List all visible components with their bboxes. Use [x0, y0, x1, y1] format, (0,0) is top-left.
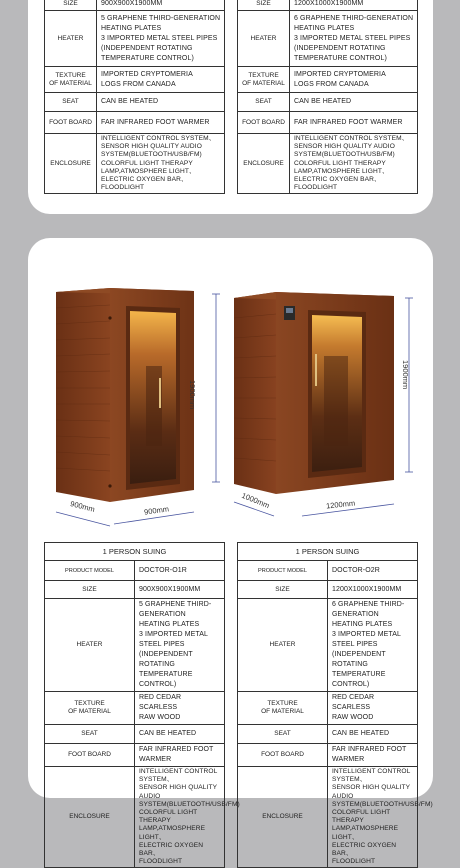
spec-row-material: [45, 67, 225, 93]
table-title: 1 PERSON SUING: [238, 543, 418, 561]
bottom-product-card: [28, 238, 433, 866]
row-label: HEATER: [238, 11, 290, 67]
spec-row-model: [45, 561, 225, 581]
depth-dimension-label: 1000mm: [240, 490, 271, 511]
spec-row-size: [238, 0, 418, 11]
row-value: CAN BE HEATED: [135, 725, 225, 744]
spec-row-heater: [238, 599, 418, 692]
row-label: TEXTURE OF MATERIAL: [238, 67, 290, 93]
spec-row-material: [238, 67, 418, 93]
spec-row-footboard: [45, 744, 225, 767]
row-value: 5 GRAPHENE THIRD-GENERATION HEATING PLATES 3 IMPORTED METAL STEEL PIPES (INDEPENDENT ROTATING TEMPERATURE CONTROL): [97, 11, 225, 67]
spec-row-size: [45, 0, 225, 11]
spec-row-material: [45, 692, 225, 725]
spec-table-left-bottom: [44, 542, 240, 868]
height-dimension-label: 1900mm: [188, 380, 197, 410]
row-value: 900X900X1900MM: [135, 581, 225, 599]
spec-row-size: [45, 581, 225, 599]
row-label: SIZE: [238, 0, 290, 11]
row-label: FOOT BOARD: [45, 744, 135, 767]
row-label: FOOT BOARD: [45, 112, 97, 134]
row-label: ENCLOSURE: [45, 767, 135, 868]
row-label: FOOT BOARD: [238, 112, 290, 134]
depth-dimension-label: 900mm: [69, 499, 96, 514]
row-label: TEXTURE OF MATERIAL: [45, 692, 135, 725]
row-label: TEXTURE OF MATERIAL: [45, 67, 97, 93]
spec-row-heater: [45, 599, 225, 692]
spec-row-seat: [45, 725, 225, 744]
row-value: FAR INFRARED FOOT WARMER: [97, 112, 225, 134]
spec-row-heater: [238, 11, 418, 67]
row-value: 5 GRAPHENE THIRD-GENERATION HEATING PLATES 3 IMPORTED METAL STEEL PIPES (INDEPENDENT ROTATING TEMPERATURE CONTROL): [135, 599, 225, 692]
row-label: HEATER: [45, 599, 135, 692]
spec-row-model: [238, 561, 418, 581]
row-value: INTELLIGENT CONTROL SYSTEM、 SENSOR HIGH QUALITY AUDIO SYSTEM(BLUETOOTH/USB/FM) COLORFUL LIGHT THERAPY LAMP,ATMOSPHERE LIGHT、 ELECTRIC OXYGEN BAR、 FLOODLIGHT: [97, 134, 225, 194]
row-value: INTELLIGENT CONTROL SYSTEM、 SENSOR HIGH QUALITY AUDIO SYSTEM(BLUETOOTH/USB/FM) COLORFUL LIGHT THERAPY LAMP,ATMOSPHERE LIGHT、 ELECTRIC OXYGEN BAR、 FLOODLIGHT: [328, 767, 418, 868]
spec-row-heater: [45, 11, 225, 67]
row-label: HEATER: [45, 11, 97, 67]
row-value: FAR INFRARED FOOT WARMER: [290, 112, 418, 134]
row-label: SEAT: [238, 725, 328, 744]
row-label: HEATER: [238, 599, 328, 692]
spec-table-left-top: [44, 0, 225, 194]
spec-row-enclosure: [238, 767, 418, 868]
table-header-row: [238, 543, 418, 561]
table-title: 1 PERSON SUING: [45, 543, 225, 561]
row-value: CAN BE HEATED: [97, 93, 225, 112]
row-label: PRODUCT MODEL: [45, 561, 135, 581]
row-value: IMPORTED CRYPTOMERIA LOGS FROM CANADA: [290, 67, 418, 93]
table-header-row: [45, 543, 225, 561]
width-dimension-label: 900mm: [143, 504, 170, 517]
spec-row-enclosure: [45, 134, 225, 194]
row-value: 6 GRAPHENE THIRD-GENERATION HEATING PLATES 3 IMPORTED METAL STEEL PIPES (INDEPENDENT ROTATING TEMPERATURE CONTROL): [290, 11, 418, 67]
spec-table-right-top: [237, 0, 418, 194]
row-value: RED CEDAR SCARLESS RAW WOOD: [328, 692, 418, 725]
height-dimension-label: 1900mm: [401, 360, 410, 390]
spec-row-seat: [238, 93, 418, 112]
row-label: ENCLOSURE: [238, 767, 328, 868]
spec-row-enclosure: [238, 134, 418, 194]
sauna-two-person-image: [228, 258, 423, 528]
sauna-one-person-image: [48, 258, 228, 528]
row-value: 900X900X1900MM: [97, 0, 225, 11]
row-value: CAN BE HEATED: [290, 93, 418, 112]
row-value: FAR INFRARED FOOT WARMER: [135, 744, 225, 767]
top-spec-card: [28, 0, 433, 214]
row-value: 6 GRAPHENE THIRD-GENERATION HEATING PLATES 3 IMPORTED METAL STEEL PIPES (INDEPENDENT ROTATING TEMPERATURE CONTROL): [328, 599, 418, 692]
row-value: INTELLIGENT CONTROL SYSTEM、 SENSOR HIGH QUALITY AUDIO SYSTEM(BLUETOOTH/USB/FM) COLORFUL LIGHT THERAPY LAMP,ATMOSPHERE LIGHT、 ELECTRIC OXYGEN BAR、 FLOODLIGHT: [290, 134, 418, 194]
spec-table-right-bottom: [237, 542, 433, 868]
row-label: FOOT BOARD: [238, 744, 328, 767]
row-label: SEAT: [45, 725, 135, 744]
row-label: ENCLOSURE: [238, 134, 290, 194]
row-value: RED CEDAR SCARLESS RAW WOOD: [135, 692, 225, 725]
spec-row-material: [238, 692, 418, 725]
row-label: TEXTURE OF MATERIAL: [238, 692, 328, 725]
row-value: FAR INFRARED FOOT WARMER: [328, 744, 418, 767]
spec-row-enclosure: [45, 767, 225, 868]
width-dimension-label: 1200mm: [325, 498, 356, 511]
spec-row-seat: [238, 725, 418, 744]
row-label: SEAT: [45, 93, 97, 112]
spec-row-size: [238, 581, 418, 599]
spec-row-footboard: [238, 744, 418, 767]
spec-row-footboard: [45, 112, 225, 134]
row-value: DOCTOR-O2R: [328, 561, 418, 581]
row-label: PRODUCT MODEL: [238, 561, 328, 581]
row-value: INTELLIGENT CONTROL SYSTEM、 SENSOR HIGH QUALITY AUDIO SYSTEM(BLUETOOTH/USB/FM) COLORFUL LIGHT THERAPY LAMP,ATMOSPHERE LIGHT、 ELECTRIC OXYGEN BAR、 FLOODLIGHT: [135, 767, 225, 868]
spec-row-seat: [45, 93, 225, 112]
row-value: DOCTOR-O1R: [135, 561, 225, 581]
row-value: 1200X1000X1900MM: [328, 581, 418, 599]
spec-row-footboard: [238, 112, 418, 134]
row-label: ENCLOSURE: [45, 134, 97, 194]
row-label: SIZE: [238, 581, 328, 599]
row-value: IMPORTED CRYPTOMERIA LOGS FROM CANADA: [97, 67, 225, 93]
row-label: SIZE: [45, 581, 135, 599]
row-value: CAN BE HEATED: [328, 725, 418, 744]
row-label: SEAT: [238, 93, 290, 112]
row-value: 1200X1000X1900MM: [290, 0, 418, 11]
row-label: SIZE: [45, 0, 97, 11]
